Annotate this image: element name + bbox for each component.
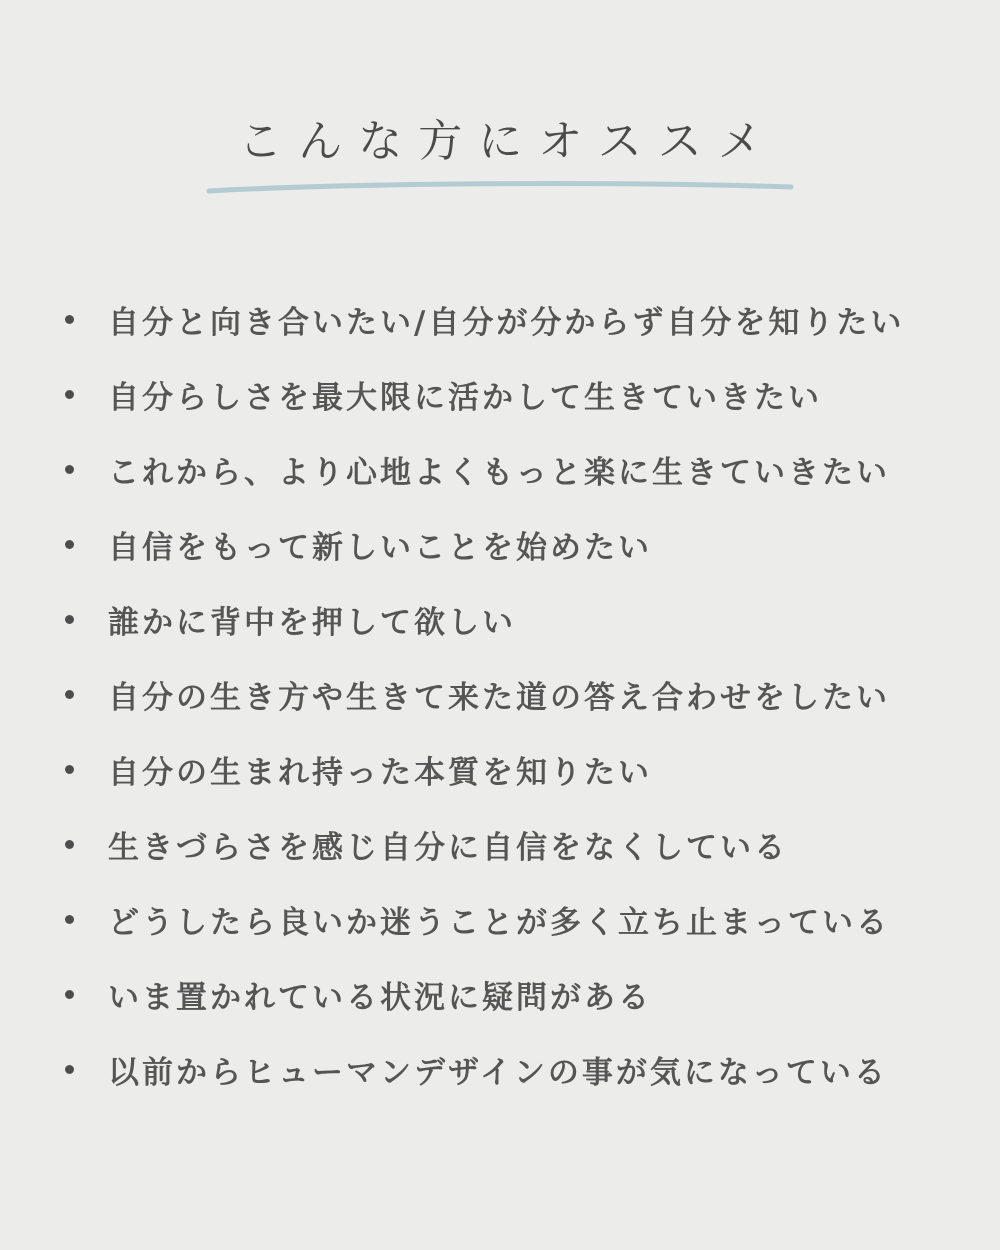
list-item-text: 自分の生き方や生きて来た道の答え合わせをしたい [108,680,890,716]
bullet-icon [65,1065,74,1074]
list-item [60,657,980,732]
list-item-text: どうしたら良いか迷うことが多く立ち止まっている [108,905,890,941]
list-item-text: 自分の生まれ持った本質を知りたい [108,755,652,791]
list-item [60,507,980,582]
list-item-text: 以前からヒューマンデザインの事が気になっている [108,1055,888,1091]
list-item [60,432,980,507]
list-item [60,582,980,657]
page-title: こんな方にオススメ [238,116,778,167]
list-item [60,882,980,957]
list-item-text: 生きづらさを感じ自分に自信をなくしている [108,830,788,866]
bullet-icon [65,765,74,774]
header [0,110,1000,174]
list-item [60,357,980,432]
list-item-text: いま置かれている状況に疑問がある [108,980,652,1016]
bullet-icon [65,840,74,849]
list-item [60,1032,980,1107]
list-item [60,732,980,807]
list-item-text: 誰かに背中を押して欲しい [108,605,516,641]
bullet-icon [65,540,74,549]
bullet-icon [65,615,74,624]
bullet-icon [65,390,74,399]
bullet-icon [65,915,74,924]
list-item-text: 自分らしさを最大限に活かして生きていきたい [108,380,822,416]
list-item-text: 自信をもって新しいことを始めたい [108,530,652,566]
bullet-icon [65,315,74,324]
list-item [60,807,980,882]
bullet-icon [65,690,74,699]
bullet-icon [65,465,74,474]
bullet-icon [65,990,74,999]
list-item-text: これから、より心地よくもっと楽に生きていきたい [108,455,890,491]
recommendation-list [60,282,980,1107]
title-underline [205,175,795,199]
list-item [60,957,980,1032]
list-item [60,282,980,357]
list-item-text: 自分と向き合いたい/自分が分からず自分を知りたい [108,305,905,341]
